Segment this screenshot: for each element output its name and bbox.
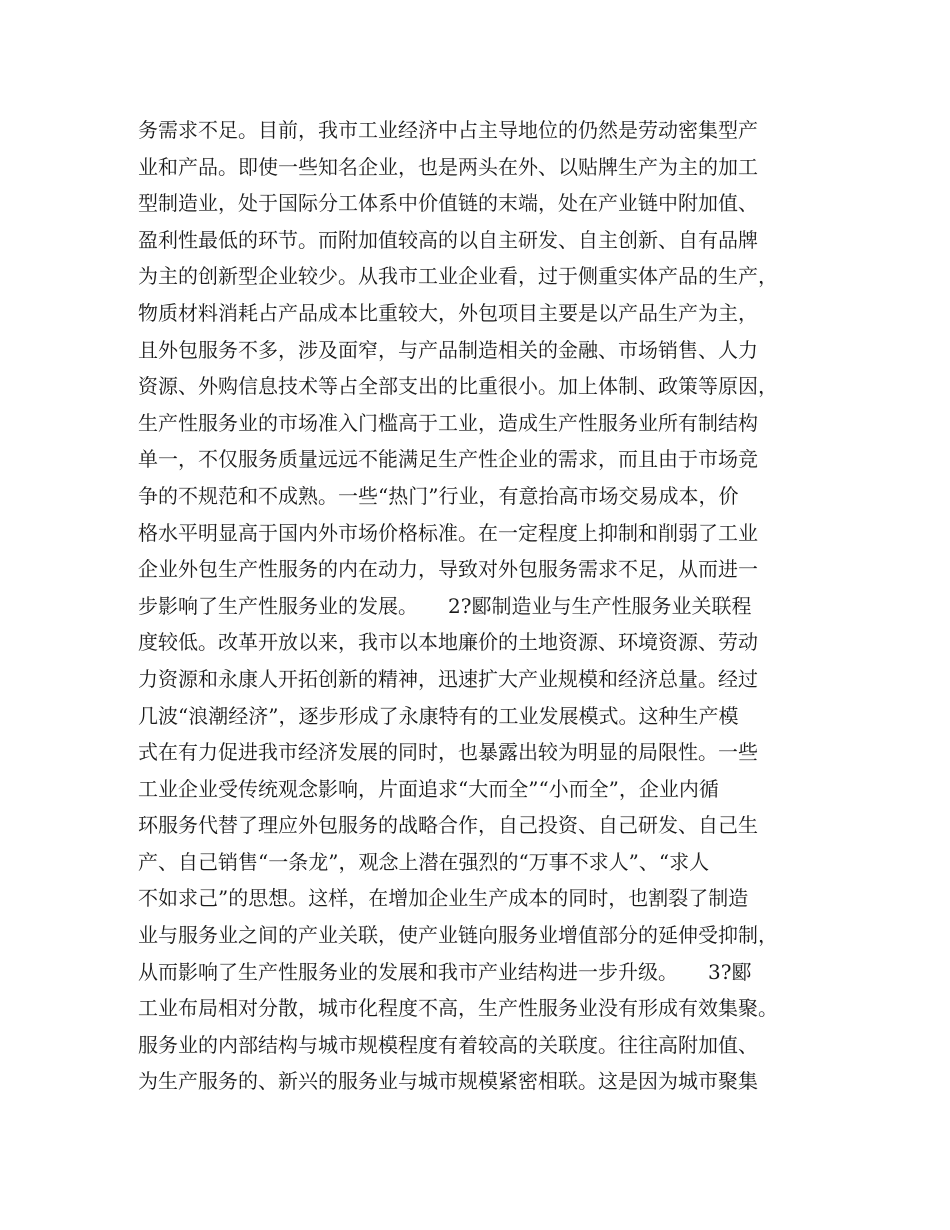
text-line: 务需求不足。目前，我市工业经济中占主导地位的仍然是劳动密集型产 — [138, 118, 758, 142]
text-line: 资源、外购信息技术等占全部支出的比重很小。加上体制、政策等原因， — [138, 374, 778, 399]
text-line: 物质材料消耗占产品成本比重较大，外包项目主要是以产品生产为主， — [138, 300, 758, 325]
text-line: 业和产品。即使一些知名企业，也是两头在外、以贴牌生产为主的加工 — [138, 154, 758, 179]
text-line: 企业外包生产性服务的内在动力，导致对外包服务需求不足，从而进一 — [138, 557, 758, 582]
text-line: 为生产服务的、新兴的服务业与城市规模紧密相联。这是因为城市聚集 — [138, 1069, 758, 1094]
text-line: 不如求己”的思想。这样，在增加企业生产成本的同时，也割裂了制造 — [138, 886, 749, 911]
text-line: 且外包服务不多，涉及面窄，与产品制造相关的金融、市场销售、人力 — [138, 337, 758, 362]
text-line: 力资源和永康人开拓创新的精神，迅速扩大产业规模和经济总量。经过 — [138, 666, 758, 691]
body-text — [138, 112, 828, 1100]
text-line: 生产性服务业的市场准入门槛高于工业，造成生产性服务业所有制结构 — [138, 410, 758, 435]
text-line: 步影响了生产性服务业的发展。 2?郾制造业与生产性服务业关联程 — [138, 593, 752, 618]
text-line: 工业布局相对分散，城市化程度不高，生产性服务业没有形成有效集聚。 — [138, 996, 778, 1021]
text-line: 型制造业，处于国际分工体系中价值链的末端，处在产业链中附加值、 — [138, 191, 758, 216]
text-line: 从而影响了生产性服务业的发展和我市产业结构进一步升级。 3?郾 — [138, 959, 752, 984]
text-line: 格水平明显高于国内外市场价格标准。在一定程度上抑制和削弱了工业 — [138, 520, 758, 545]
text-line: 几波“浪潮经济”，逐步形成了永康特有的工业发展模式。这种生产模 — [138, 703, 739, 728]
text-line: 式在有力促进我市经济发展的同时，也暴露出较为明显的局限性。一些 — [138, 740, 758, 765]
text-line: 工业企业受传统观念影响，片面追求“大而全”“小而全”，企业内循 — [138, 776, 719, 801]
text-line: 盈利性最低的环节。而附加值较高的以自主研发、自主创新、自有品牌 — [138, 227, 758, 252]
text-line: 业与服务业之间的产业关联，使产业链向服务业增值部分的延伸受抑制， — [138, 923, 778, 948]
text-line: 度较低。改革开放以来，我市以本地廉价的土地资源、环境资源、劳动 — [138, 630, 758, 655]
text-line: 争的不规范和不成熟。一些“热门”行业，有意抬高市场交易成本，价 — [138, 483, 739, 508]
text-line: 为主的创新型企业较少。从我市工业企业看，过于侧重实体产品的生产， — [138, 264, 778, 289]
text-line: 环服务代替了理应外包服务的战略合作，自己投资、自己研发、自己生 — [138, 813, 758, 838]
text-line: 产、自己销售“一条龙”，观念上潜在强烈的“万事不求人”、“求人 — [138, 849, 710, 874]
text-line: 服务业的内部结构与城市规模程度有着较高的关联度。往往高附加值、 — [138, 1032, 758, 1057]
text-line: 单一，不仅服务质量远远不能满足生产性企业的需求，而且由于市场竞 — [138, 447, 758, 472]
